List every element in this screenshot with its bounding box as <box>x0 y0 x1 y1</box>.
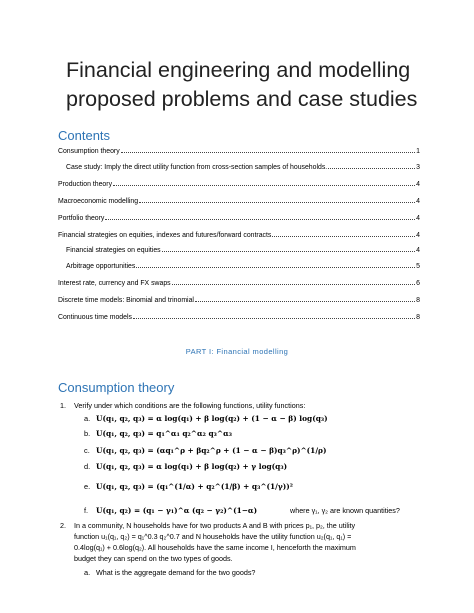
toc-leader <box>113 178 415 186</box>
title-line-1: Financial engineering and modelling <box>66 58 411 82</box>
equation: U(q₁, q₂, q₃) = (q₁^(1/α) + q₂^(1/β) + q₃^(1/γ))² <box>96 482 293 491</box>
toc-entry[interactable] <box>58 294 420 306</box>
section-heading: Consumption theory <box>58 380 175 395</box>
toc-entry-label: Financial strategies on equities <box>66 247 161 254</box>
toc-leader <box>121 145 415 153</box>
equation: U(q₁, q₂, q₃) = q₁^α₁ q₂^α₂ q₃^α₃ <box>96 429 232 438</box>
toc-entry-page: 4 <box>416 215 420 222</box>
equation: U(q₁, q₂, q₃) = (αq₁^ρ + βq₂^ρ + (1 − α − β)q₃^ρ)^(1/ρ) <box>96 446 327 455</box>
equation: U(q₁, q₂, q₃) = α log(q₁) + β log(q₂) + γ log(q₃) <box>96 462 288 471</box>
toc-entry-page: 8 <box>416 314 420 321</box>
toc-leader <box>328 161 415 169</box>
toc-leader <box>272 229 415 237</box>
sub-item-letter: c. <box>84 446 90 455</box>
toc-entry[interactable] <box>66 260 420 272</box>
toc-entry-label: Financial strategies on equities, indexes and futures/forward contracts <box>58 232 272 239</box>
toc-leader <box>133 311 415 319</box>
part-label: PART I: Financial modelling <box>185 347 289 356</box>
sub-item-letter: e. <box>84 482 91 491</box>
toc-entry-page: 1 <box>416 148 420 155</box>
sub-item-letter: f. <box>84 506 89 515</box>
toc-entry-label: Interest rate, currency and FX swaps <box>58 280 171 287</box>
toc-entry-page: 3 <box>416 164 420 171</box>
toc-entry-label: Production theory <box>58 181 113 188</box>
toc-entry-label: Case study: Imply the direct utility function from cross-section samples of households. <box>66 164 328 171</box>
toc-entry[interactable] <box>66 244 420 256</box>
toc-entry[interactable] <box>66 161 420 173</box>
toc-leader <box>105 212 415 220</box>
sub-item-text: What is the aggregate demand for the two goods? <box>96 568 256 577</box>
toc-entry-page: 4 <box>416 247 420 254</box>
list-item-text <box>74 520 422 564</box>
toc-entry[interactable] <box>58 145 420 157</box>
toc-entry[interactable] <box>58 311 420 323</box>
equation: U(q₁, q₂) = (q₁ − γ₁)^α (q₂ − γ₂)^(1−α) <box>96 506 258 515</box>
toc-leader <box>162 244 416 252</box>
toc-entry-label: Continuous time models <box>58 314 132 321</box>
toc-leader <box>195 294 415 302</box>
toc-entry-label: Consumption theory <box>58 148 120 155</box>
title-line-2: proposed problems and case studies <box>66 87 418 111</box>
toc-entry-page: 4 <box>416 232 420 239</box>
toc-entry-page: 6 <box>416 280 420 287</box>
list-item-line: budget they can spend on the two types of goods. <box>74 554 233 563</box>
equation: U(q₁, q₂, q₃) = α log(q₁) + β log(q₂) + (1 − α − β) log(q₃) <box>96 414 328 423</box>
list-item-line: function u₁(q₁, q₂) = q₁^0.3 q₂^0.7 and N households have the utility function u₂(q₁, q₁) = <box>74 532 352 541</box>
toc-entry-page: 8 <box>416 297 420 304</box>
document-title <box>66 56 446 114</box>
list-number: 2. <box>60 521 66 530</box>
sub-item-letter: d. <box>84 462 91 471</box>
list-item-line <box>74 542 422 553</box>
toc-entry-label: Discrete time models: Binomial and trinomial <box>58 297 194 304</box>
toc-entry-page: 5 <box>416 263 420 270</box>
sub-item-letter: a. <box>84 414 91 423</box>
toc-entry[interactable] <box>58 277 420 289</box>
equation-note: where γ₁, γ₂ are known quantities? <box>290 506 400 515</box>
sub-item-letter: b. <box>84 429 91 438</box>
toc-entry[interactable] <box>58 212 420 224</box>
toc-leader <box>139 195 415 203</box>
list-item <box>60 520 422 566</box>
contents-heading: Contents <box>58 128 111 143</box>
toc-entry[interactable] <box>58 229 420 241</box>
toc-entry-label: Portfolio theory <box>58 215 105 222</box>
toc-entry[interactable] <box>58 178 420 190</box>
list-item-line: In a community, N households have for two products A and B with prices p₁, p₂, the utility <box>74 521 356 530</box>
toc-entry-page: 4 <box>416 198 420 205</box>
toc-leader <box>136 260 415 268</box>
list-item-line-text: 0.4log(q₁) + 0.6log(q₂). All households have the same income I, henceforth the maximum <box>74 543 356 552</box>
list-item <box>60 400 422 411</box>
toc-entry-label: Arbitrage opportunities <box>66 263 136 270</box>
list-number: 1. <box>60 401 66 410</box>
toc-entry-page: 4 <box>416 181 420 188</box>
toc-entry[interactable] <box>58 195 420 207</box>
sub-item-letter: a. <box>84 568 91 577</box>
toc-entry-label: Macroeconomic modelling <box>58 198 139 205</box>
list-item-text: Verify under which conditions are the following functions, utility functions: <box>74 401 306 410</box>
toc-leader <box>172 277 416 285</box>
